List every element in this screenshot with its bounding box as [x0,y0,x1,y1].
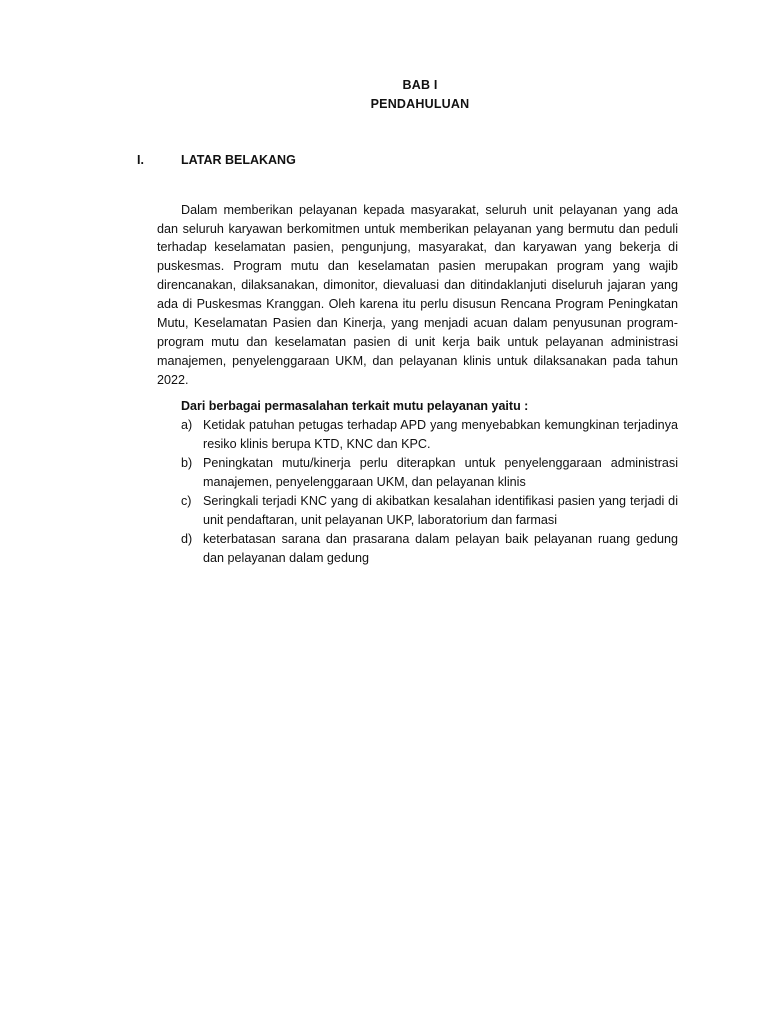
issues-section [181,397,678,568]
list-item [181,416,678,454]
list-item [181,530,678,568]
issues-heading: Dari berbagai permasalahan terkait mutu pelayanan yaitu : [181,399,529,413]
list-marker: b) [181,455,193,470]
list-marker: d) [181,531,193,546]
background-paragraph: Dalam memberikan pelayanan kepada masyarakat, seluruh unit pelayanan yang ada dan seluruh karyawan berkomitmen untuk memberikan pelayanan yang bermutu dan peduli terhadap keselamatan pasien, pengunjung, masyarakat, dan karyawan yang bekerja di puskesmas. Program mutu dan keselamatan pasien merupakan program yang wajib direncanakan, dilaksanakan, dimonitor, dievaluasi dan ditindaklanjuti diseluruh jajaran yang ada di Puskesmas Kranggan. Oleh karena itu perlu disusun Rencana Program Peningkatan Mutu, Keselamatan Pasien dan Kinerja, yang menjadi acuan dalam penyusunan program-program mutu dan keselamatan pasien di unit kerja baik untuk pelayanan administrasi manajemen, penyelenggaraan UKM, dan pelayanan klinis untuk dilaksanakan pada tahun 2022. [157,202,678,387]
list-item-text: Ketidak patuhan petugas terhadap APD yang menyebabkan kemungkinan terjadinya resiko klinis berupa KTD, KNC dan KPC. [203,417,678,451]
chapter-number: BAB I [402,78,438,92]
chapter-title: PENDAHULUAN [370,97,470,111]
section-title: LATAR BELAKANG [181,153,296,167]
list-marker: a) [181,417,193,432]
issue-list [181,416,678,568]
list-item-text: Peningkatan mutu/kinerja perlu diterapkan untuk penyelenggaraan administrasi manajemen, penyelenggaraan UKM, dan pelayanan klinis [203,455,678,489]
list-item-text: keterbatasan sarana dan prasarana dalam pelayan baik pelayanan ruang gedung dan pelayanan dalam gedung [203,531,678,565]
section-number: I. [137,153,144,167]
list-item [181,492,678,530]
list-item-text: Seringkali terjadi KNC yang di akibatkan kesalahan identifikasi pasien yang terjadi di unit pendaftaran, unit pelayanan UKP, laboratorium dan farmasi [203,493,678,527]
list-marker: c) [181,493,192,508]
list-item [181,454,678,492]
